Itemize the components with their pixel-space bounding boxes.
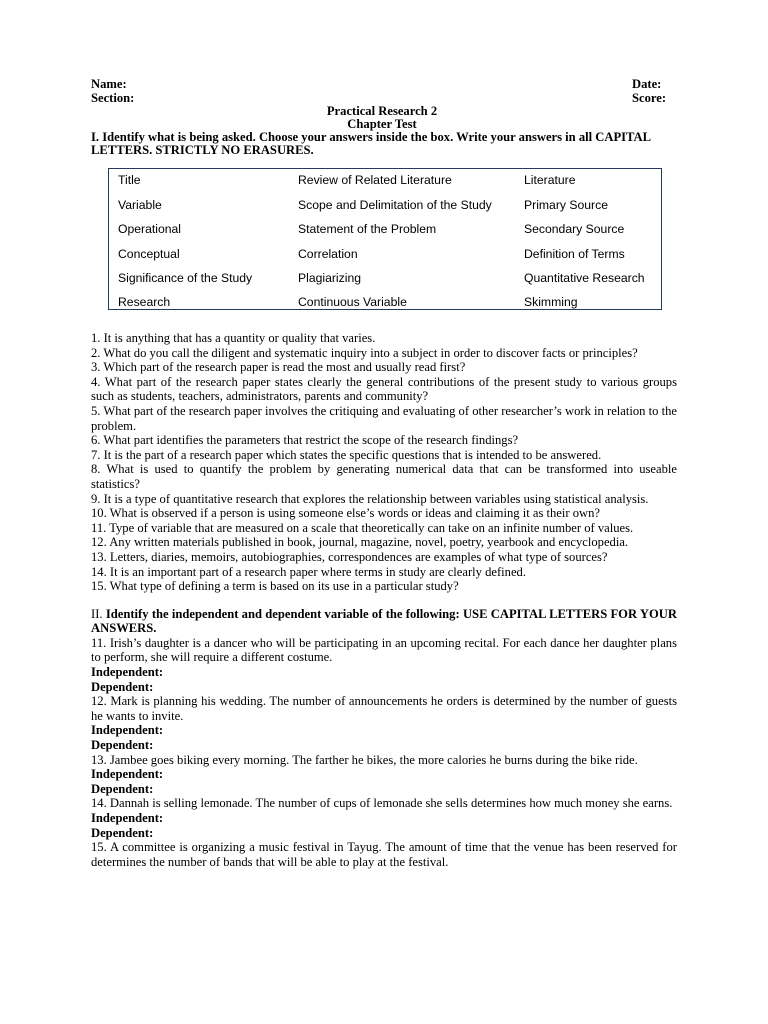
choice-item: Secondary Source — [524, 222, 625, 237]
question-item: 10. What is observed if a person is using someone else’s words or ideas and claiming it as their own? — [91, 506, 601, 521]
part2-instruction — [91, 607, 677, 636]
variable-item: 14. Dannah is selling lemonade. The number of cups of lemonade she sells determines how much money she earns. — [91, 796, 673, 811]
score-label: Score: — [632, 91, 667, 105]
choice-item: Research — [118, 295, 171, 309]
choice-item: Conceptual — [118, 246, 180, 261]
choices-row — [109, 172, 661, 188]
choice-item: Quantitative Research — [524, 271, 645, 286]
question-item: 9. It is a type of quantitative research that explores the relationship between variables using statistical analysis. — [91, 491, 649, 506]
dependent-label: Dependent: — [91, 781, 154, 796]
choices-row — [109, 270, 661, 286]
choice-item: Review of Related Literature — [298, 173, 452, 187]
independent-label: Independent: — [91, 665, 164, 680]
choices-row — [109, 294, 661, 310]
question-item: 15. What type of defining a term is based on its use in a particular study? — [91, 579, 459, 594]
test-title: Chapter Test — [347, 117, 417, 131]
choice-item: Correlation — [298, 246, 358, 261]
dependent-label: Dependent: — [91, 738, 154, 753]
date-label: Date: — [632, 77, 662, 91]
choices-row — [109, 221, 661, 237]
part1-instruction: I. Identify what is being asked. Choose your answers inside the box. Write your answers in all CAPITAL LETTERS. STRICTLY NO ERASURES. — [91, 130, 651, 157]
question-item: 11. Type of variable that are measured on a scale that theoretically can take on an infinite number of values. — [91, 520, 634, 535]
variable-item: 13. Jambee goes biking every morning. The farther he bikes, the more calories he burns during the bike ride. — [91, 752, 638, 767]
dependent-label: Dependent: — [91, 825, 154, 840]
independent-label: Independent: — [91, 767, 164, 782]
choice-item: Primary Source — [524, 197, 608, 212]
question-item: 13. Letters, diaries, memoirs, autobiographies, correspondences are examples of what type of sources? — [91, 549, 608, 564]
variable-item: 15. A committee is organizing a music festival in Tayug. The amount of time that the venue has been reserved for determines the number of bands that will be able to play at the festival. — [91, 840, 677, 869]
choice-item: Continuous Variable — [298, 295, 407, 309]
choices-box — [108, 168, 662, 310]
choice-item: Plagiarizing — [298, 271, 362, 286]
header-left — [91, 77, 135, 105]
part2-section — [91, 607, 677, 870]
question-item: 4. What part of the research paper states clearly the general contributions of the present study to various groups such as students, teachers, administrators, parents and community? — [91, 374, 677, 404]
choice-item: Variable — [118, 197, 162, 212]
choice-item: Definition of Terms — [524, 246, 625, 261]
independent-label: Independent: — [91, 723, 164, 738]
section-label: Section: — [91, 91, 135, 105]
choice-item: Significance of the Study — [118, 271, 253, 286]
dependent-label: Dependent: — [91, 679, 154, 694]
choice-item: Scope and Delimitation of the Study — [298, 197, 492, 212]
question-item: 5. What part of the research paper involves the critiquing and evaluating of other researcher’s work in relation to the problem. — [91, 403, 677, 433]
question-item: 2. What do you call the diligent and systematic inquiry into a subject in order to discover facts or principles? — [91, 345, 638, 360]
question-item: 8. What is used to quantify the problem by generating numerical data that can be transformed into useable statistics? — [91, 462, 677, 491]
choice-item: Statement of the Problem — [298, 222, 437, 237]
header-right — [632, 77, 667, 105]
choice-item: Literature — [524, 173, 576, 187]
choice-item: Skimming — [524, 295, 578, 309]
choices-row — [109, 197, 661, 213]
independent-label: Independent: — [91, 811, 164, 825]
header — [91, 77, 677, 105]
variable-item: 11. Irish’s daughter is a dancer who will be participating in an upcoming recital. For each dance her daughter plans to perform, she will require a different costume. — [91, 635, 677, 665]
question-item: 6. What part identifies the parameters that restrict the scope of the research findings? — [91, 433, 519, 448]
question-item: 1. It is anything that has a quantity or quality that varies. — [91, 331, 376, 345]
choices-row — [109, 246, 661, 262]
part2-instruction-text: Identify the independent and dependent variable of the following: USE CAPITAL LETTERS FOR YOUR ANSWERS. — [91, 606, 677, 636]
part2-prefix: II. — [91, 606, 103, 621]
question-item: 3. Which part of the research paper is read the most and usually read first? — [91, 360, 466, 375]
question-item: 12. Any written materials published in book, journal, magazine, novel, poetry, yearbook and encyclopedia. — [91, 535, 629, 550]
variable-item: 12. Mark is planning his wedding. The number of announcements he orders is determined by the number of guests he wants to invite. — [91, 694, 677, 723]
part1-questions — [91, 331, 677, 594]
name-label: Name: — [91, 77, 127, 91]
question-item: 7. It is the part of a research paper which states the specific questions that is intended to be answered. — [91, 447, 602, 462]
subject-title: Practical Research 2 — [326, 104, 438, 118]
choice-item: Operational — [118, 222, 182, 237]
choice-item: Title — [118, 173, 141, 187]
question-item: 14. It is an important part of a research paper where terms in study are clearly defined. — [91, 564, 527, 579]
document-content — [91, 77, 677, 869]
document-titles — [87, 105, 677, 131]
